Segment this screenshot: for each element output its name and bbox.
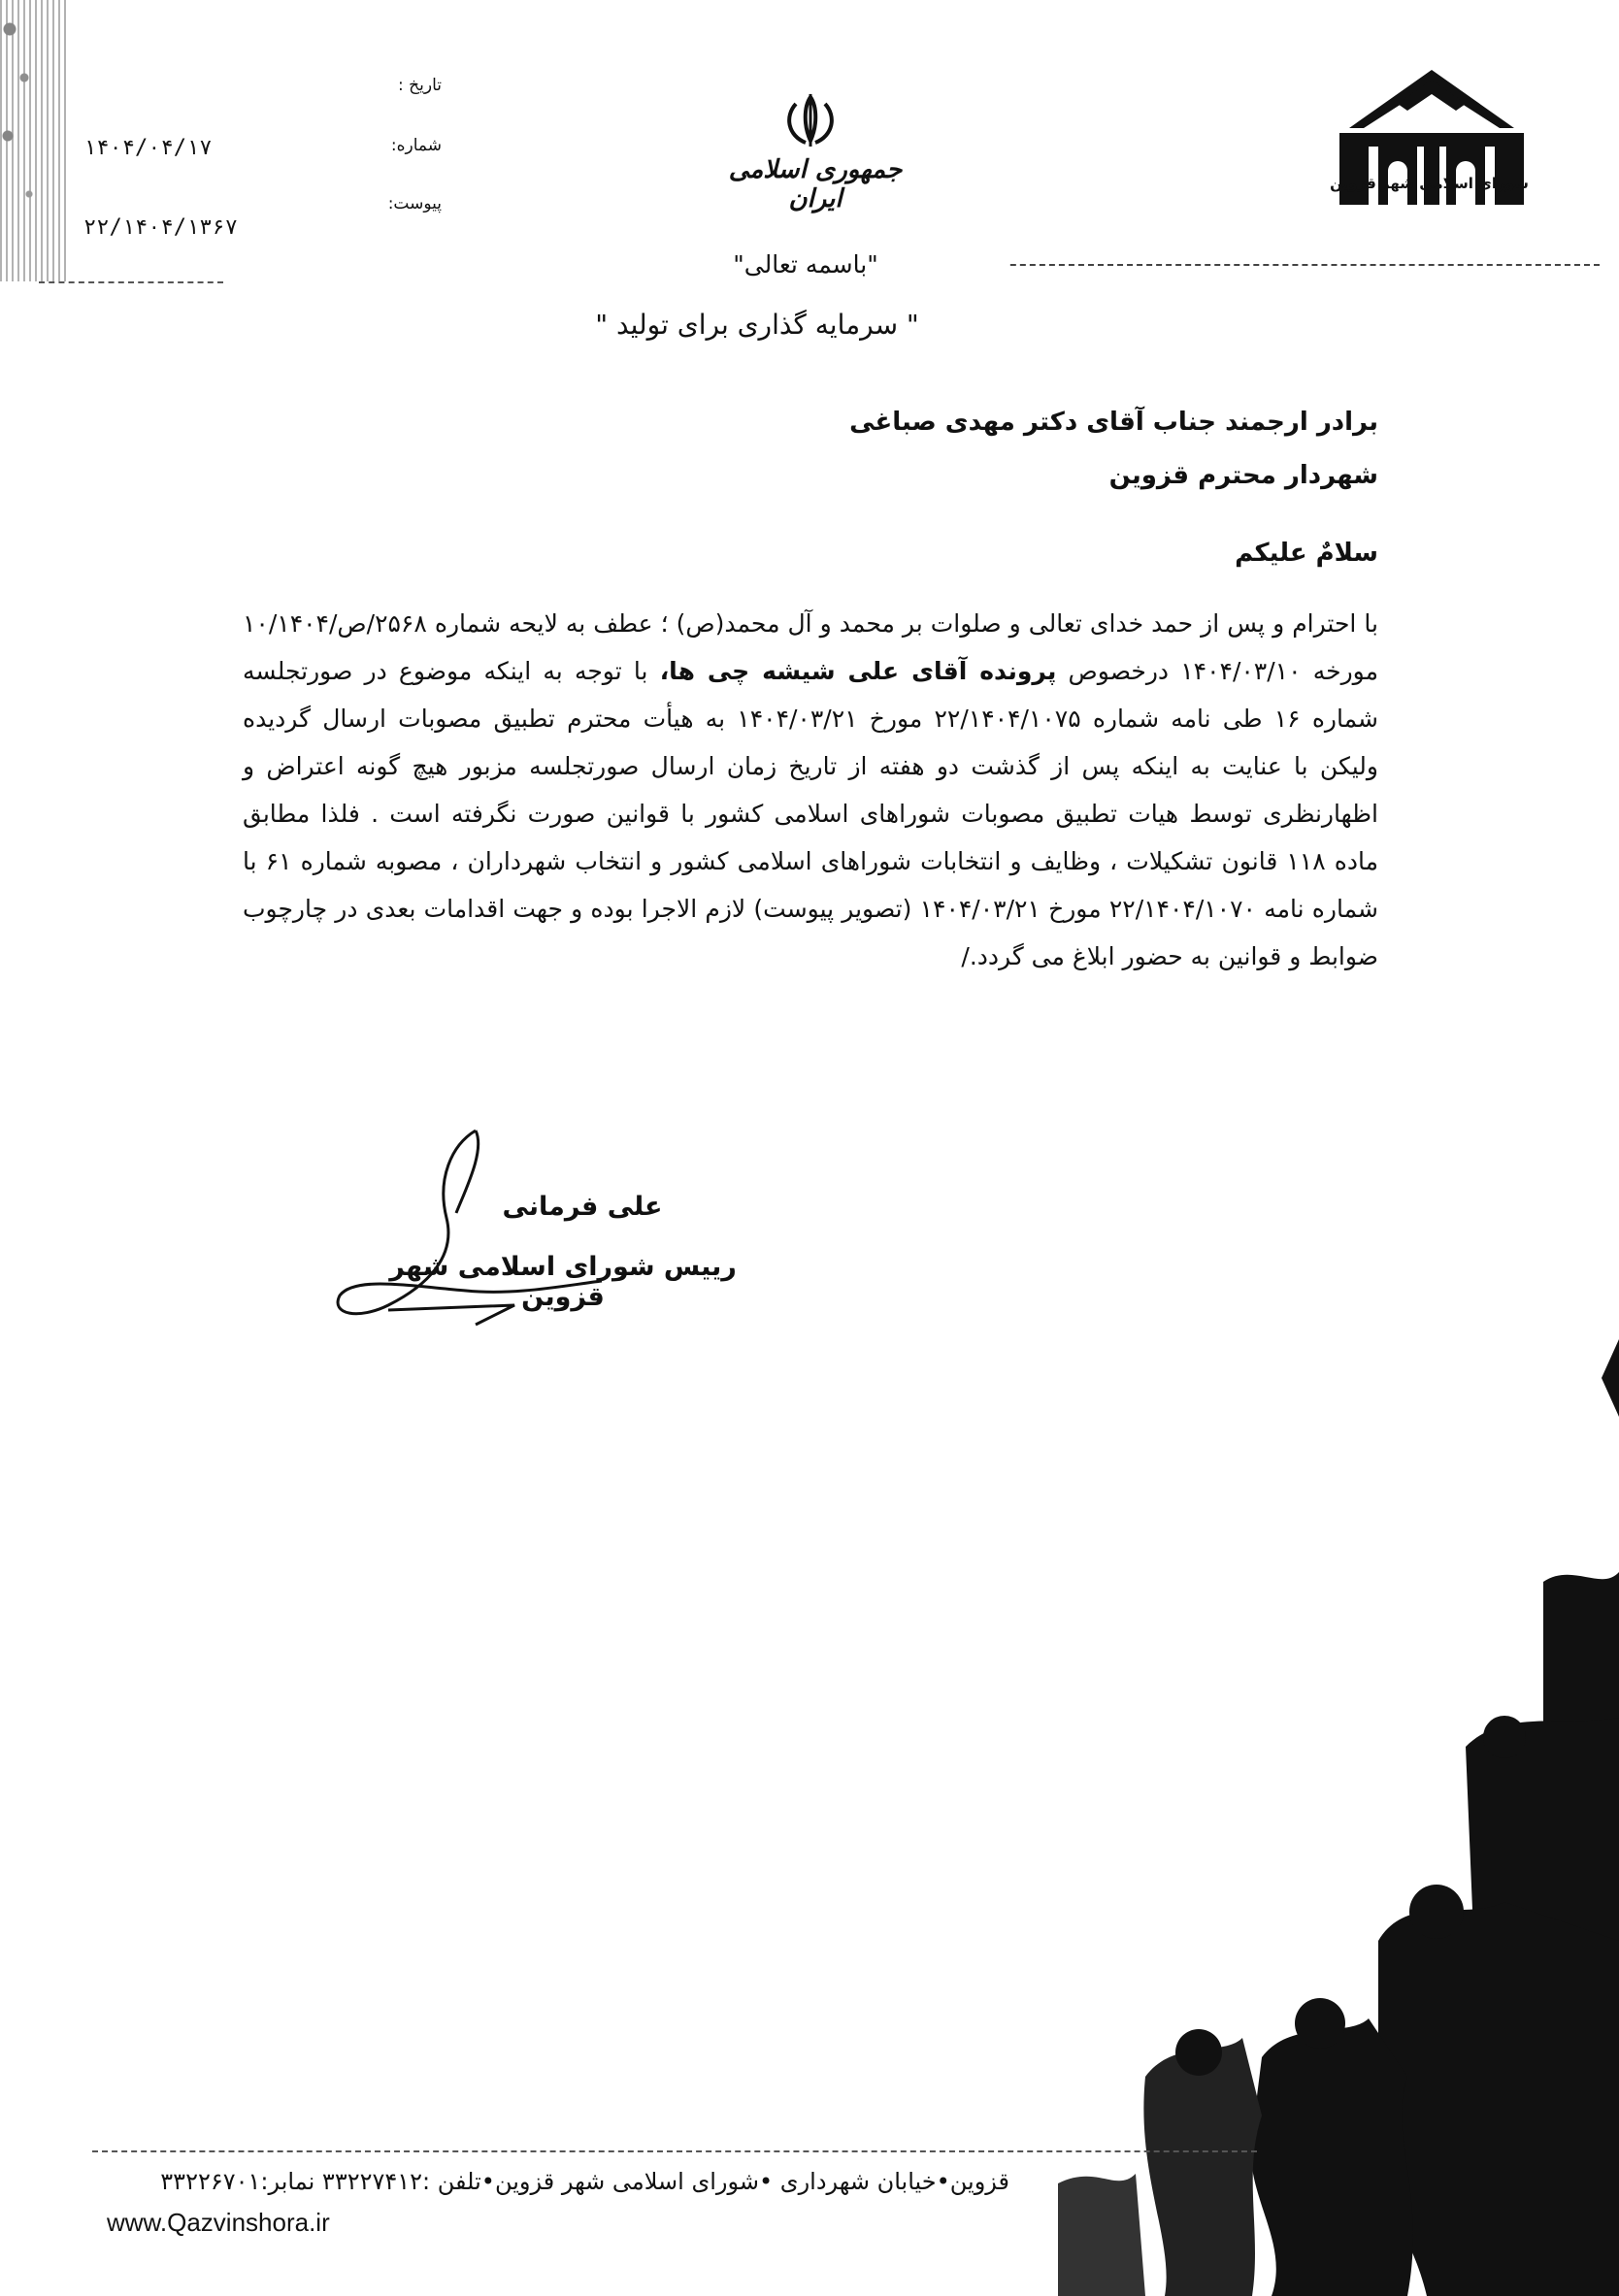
greeting: سلامٌ علیکم bbox=[1235, 539, 1378, 568]
body-text-part1: با احترام و پس از حمد خدای تعالی و صلوات بر محمد و آل محمد(ص) ؛ عطف به لایحه شماره ۲۵۶۸/ص/۱۰/۱۴۰۴ مورخه ۱۴۰۴/۰۳/۱۰ درخصوص bbox=[243, 609, 1378, 685]
iran-emblem-icon bbox=[776, 92, 844, 150]
recipient-role: شهردار محترم قزوین bbox=[1108, 461, 1378, 490]
footer-address: قزوین•خیابان شهرداری •شورای اسلامی شهر قزوین•تلفن :۳۳۲۲۷۴۱۲ نمابر:۳۳۲۲۶۷۰۱ bbox=[160, 2168, 1009, 2195]
bismillah: "باسمه تعالی" bbox=[602, 250, 1009, 279]
recipient-name: برادر ارجمند جناب آقای دکتر مهدی صباغی bbox=[849, 408, 1378, 437]
body-text-bold: پرونده آقای علی شیشه چی ها، bbox=[659, 657, 1057, 685]
letter-body bbox=[243, 600, 1378, 980]
signatory-name: علی فرمانی bbox=[502, 1192, 663, 1222]
header-divider-left bbox=[39, 281, 223, 283]
republic-title: جمهوری اسلامی ایران bbox=[728, 155, 903, 213]
footer-silhouette-art bbox=[1058, 1339, 1619, 2296]
footer-divider bbox=[92, 2150, 1257, 2152]
date-label: تاریخ : bbox=[398, 76, 442, 95]
body-text-part2: با توجه به اینکه موضوع در صورتجلسه شماره ۱۶ طی نامه شماره ۲۲/۱۴۰۴/۱۰۷۵ مورخ ۱۴۰۴/۰۳/۲۱ به هیأت محترم تطبیق مصوبات ارسال گردیده ولیکن با عنایت به اینکه پس از گذشت دو هفته از تاریخ زمان ارسال صورتجلسه مزبور هیچ گونه اعتراض و اظهارنظری توسط هیات تطبیق مصوبات شوراهای اسلامی کشور با قوانین صورت نگرفته است . فلذا مطابق ماده ۱۱۸ قانون تشکیلات ، وظایف و انتخابات شوراهای اسلامی کشور و انتخاب شهرداران ، مصوبه شماره ۶۱ با شماره نامه ۲۲/۱۴۰۴/۱۰۷۰ مورخ ۱۴۰۴/۰۳/۲۱ (تصویر پیوست) لازم الاجرا بوده و جهت اقدامات بعدی در چارچوب ضوابط و قوانین به حضور ابلاغ می گردد./ bbox=[243, 657, 1379, 970]
year-slogan: " سرمایه گذاری برای تولید " bbox=[595, 309, 919, 341]
scan-noise bbox=[0, 0, 68, 281]
date-value: ۱۴۰۴/۰۴/۱۷ bbox=[83, 136, 213, 160]
logo-caption: شورای اسلامی شهر قزوین bbox=[1330, 175, 1529, 192]
footer-website-link[interactable]: www.Qazvinshora.ir bbox=[107, 2208, 330, 2237]
signatory-title: رییس شورای اسلامی شهر قزوین bbox=[389, 1252, 737, 1312]
number-value: ۲۲/۱۴۰۴/۱۳۶۷ bbox=[83, 215, 238, 240]
attachment-label: پیوست: bbox=[387, 194, 442, 213]
number-label: شماره: bbox=[390, 136, 442, 155]
